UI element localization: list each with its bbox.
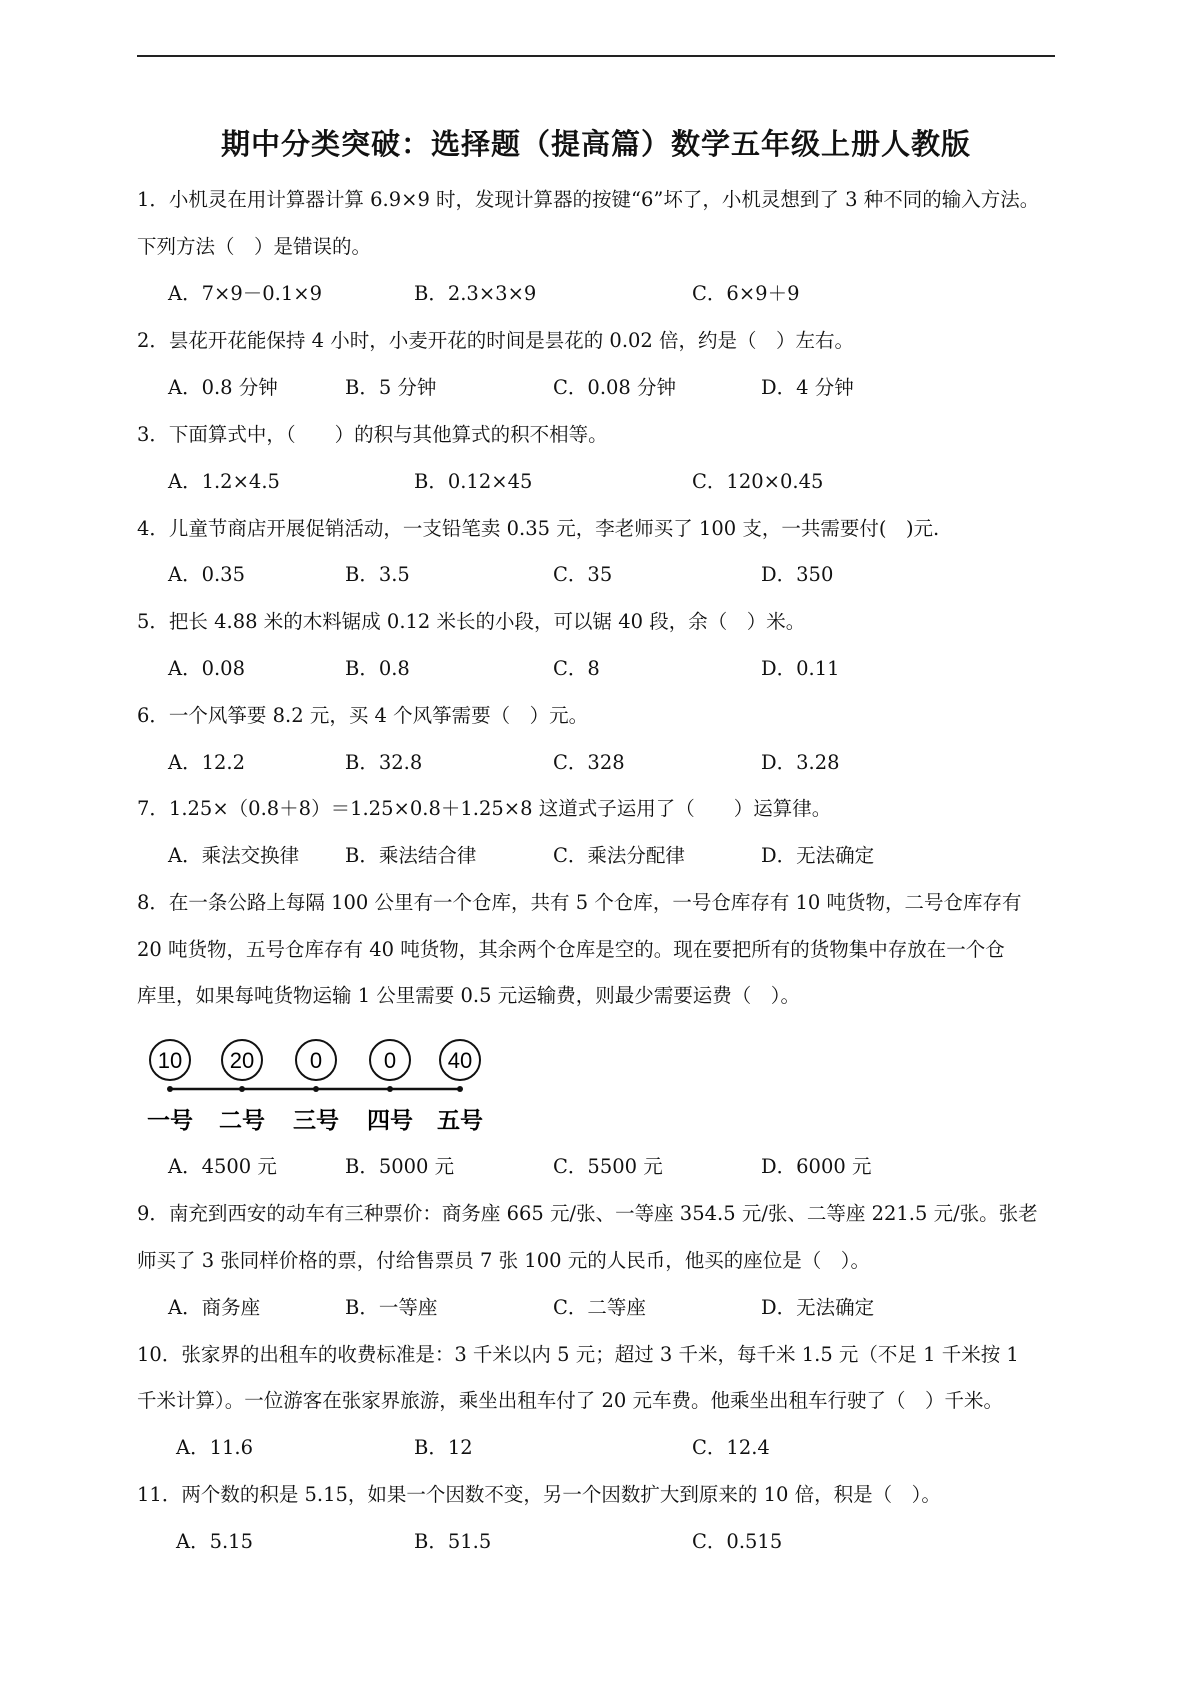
q7-option-a: A．乘法交换律 [168, 844, 300, 867]
question-4-line-1: 4．儿童节商店开展促销活动，一支铅笔卖 0.35 元，李老师买了 100 支，一共需要付( )元. [137, 517, 940, 540]
question-8-line-2: 20 吨货物，五号仓库存有 40 吨货物，其余两个仓库是空的。现在要把所有的货物集中存放在一个仓 [137, 938, 1005, 961]
q1-option-a: A．7×9－0.1×9 [168, 282, 322, 305]
q2-option-b: B．5 分钟 [345, 376, 437, 399]
q6-option-c: C．328 [553, 751, 625, 774]
q11-option-c: C．0.515 [692, 1530, 783, 1553]
q9-option-d: D．无法确定 [761, 1296, 875, 1319]
warehouse-5 [437, 1040, 483, 1134]
warehouse-diagram [140, 1036, 500, 1136]
warehouse-1 [147, 1040, 193, 1134]
q9-option-b: B．一等座 [345, 1296, 438, 1319]
q6-option-b: B．32.8 [345, 751, 423, 774]
warehouse-3 [293, 1040, 339, 1134]
question-5-line-1: 5．把长 4.88 米的木料锯成 0.12 米长的小段，可以锯 40 段，余（ ）米。 [137, 610, 806, 633]
question-8-line-1: 8．在一条公路上每隔 100 公里有一个仓库，共有 5 个仓库，一号仓库存有 10 吨货物，二号仓库存有 [137, 891, 1022, 914]
q11-option-b: B．51.5 [414, 1530, 492, 1553]
question-8-line-3: 库里，如果每吨货物运输 1 公里需要 0.5 元运输费，则最少需要运费（ ）。 [137, 984, 800, 1007]
q5-option-b: B．0.8 [345, 657, 410, 680]
q7-option-c: C．乘法分配律 [553, 844, 685, 867]
q8-option-b: B．5000 元 [345, 1155, 455, 1178]
q4-option-d: D．350 [761, 563, 834, 586]
question-6-line-1: 6．一个风筝要 8.2 元，买 4 个风筝需要（ ）元。 [137, 704, 589, 727]
q8-option-c: C．5500 元 [553, 1155, 663, 1178]
q4-option-a: A．0.35 [168, 563, 246, 586]
warehouse-3-label: 三号 [293, 1108, 339, 1134]
q6-option-d: D．3.28 [761, 751, 840, 774]
q3-option-a: A．1.2×4.5 [168, 470, 280, 493]
question-1-line-1: 1．小机灵在用计算器计算 6.9×9 时，发现计算器的按键“6”坏了，小机灵想到了 3 种不同的输入方法。 [137, 188, 1040, 211]
question-9-line-1: 9．南充到西安的动车有三种票价：商务座 665 元/张、一等座 354.5 元/张、二等座 221.5 元/张。张老 [137, 1202, 1038, 1225]
q5-option-d: D．0.11 [761, 657, 840, 680]
q11-option-a: A．5.15 [176, 1530, 254, 1553]
page-title: 期中分类突破：选择题（提高篇）数学五年级上册人教版 [220, 127, 971, 161]
q4-option-b: B．3.5 [345, 563, 410, 586]
warehouse-5-tons: 40 [447, 1048, 473, 1073]
q10-option-c: C．12.4 [692, 1436, 770, 1459]
warehouse-1-tons: 10 [157, 1048, 183, 1073]
question-10-line-1: 10．张家界的出租车的收费标准是：3 千米以内 5 元；超过 3 千米，每千米 1.5 元（不足 1 千米按 1 [137, 1343, 1019, 1366]
warehouse-2-tons: 20 [229, 1048, 255, 1073]
q4-option-c: C．35 [553, 563, 613, 586]
question-11-line-1: 11．两个数的积是 5.15，如果一个因数不变，另一个因数扩大到原来的 10 倍，积是（ ）。 [137, 1483, 941, 1506]
warehouse-4-label: 四号 [367, 1108, 413, 1134]
q1-option-b: B．2.3×3×9 [414, 282, 537, 305]
q3-option-b: B．0.12×45 [414, 470, 533, 493]
question-2-line-1: 2．昙花开花能保持 4 小时，小麦开花的时间是昙花的 0.02 倍，约是（ ）左右。 [137, 329, 855, 352]
q2-option-c: C．0.08 分钟 [553, 376, 677, 399]
q1-option-c: C．6×9＋9 [692, 282, 800, 305]
q5-option-a: A．0.08 [168, 657, 246, 680]
q6-option-a: A．12.2 [168, 751, 246, 774]
warehouse-5-label: 五号 [437, 1108, 483, 1134]
header-rule [137, 55, 1055, 57]
warehouse-4 [367, 1040, 413, 1134]
warehouse-1-label: 一号 [147, 1108, 193, 1134]
question-9-line-2: 师买了 3 张同样价格的票，付给售票员 7 张 100 元的人民币，他买的座位是（ ）。 [137, 1249, 870, 1272]
question-7-line-1: 7．1.25×（0.8＋8）＝1.25×0.8＋1.25×8 这道式子运用了（ ）运算律。 [137, 797, 832, 820]
q7-option-b: B．乘法结合律 [345, 844, 477, 867]
q8-option-d: D．6000 元 [761, 1155, 872, 1178]
warehouse-3-tons: 0 [309, 1048, 323, 1073]
q10-option-a: A．11.6 [176, 1436, 254, 1459]
warehouse-2 [219, 1040, 265, 1134]
q3-option-c: C．120×0.45 [692, 470, 824, 493]
q10-option-b: B．12 [414, 1436, 473, 1459]
warehouse-2-label: 二号 [219, 1108, 265, 1134]
q2-option-d: D．4 分钟 [761, 376, 854, 399]
q7-option-d: D．无法确定 [761, 844, 875, 867]
q9-option-a: A．商务座 [168, 1296, 261, 1319]
q5-option-c: C．8 [553, 657, 600, 680]
question-10-line-2: 千米计算）。一位游客在张家界旅游，乘坐出租车付了 20 元车费。他乘坐出租车行驶了（ ）千米。 [137, 1389, 1003, 1412]
q8-option-a: A．4500 元 [168, 1155, 277, 1178]
q2-option-a: A．0.8 分钟 [168, 376, 278, 399]
q9-option-c: C．二等座 [553, 1296, 646, 1319]
question-3-line-1: 3．下面算式中，（ ）的积与其他算式的积不相等。 [137, 423, 608, 446]
warehouse-4-tons: 0 [383, 1048, 397, 1073]
question-1-line-2: 下列方法（ ）是错误的。 [137, 235, 372, 258]
